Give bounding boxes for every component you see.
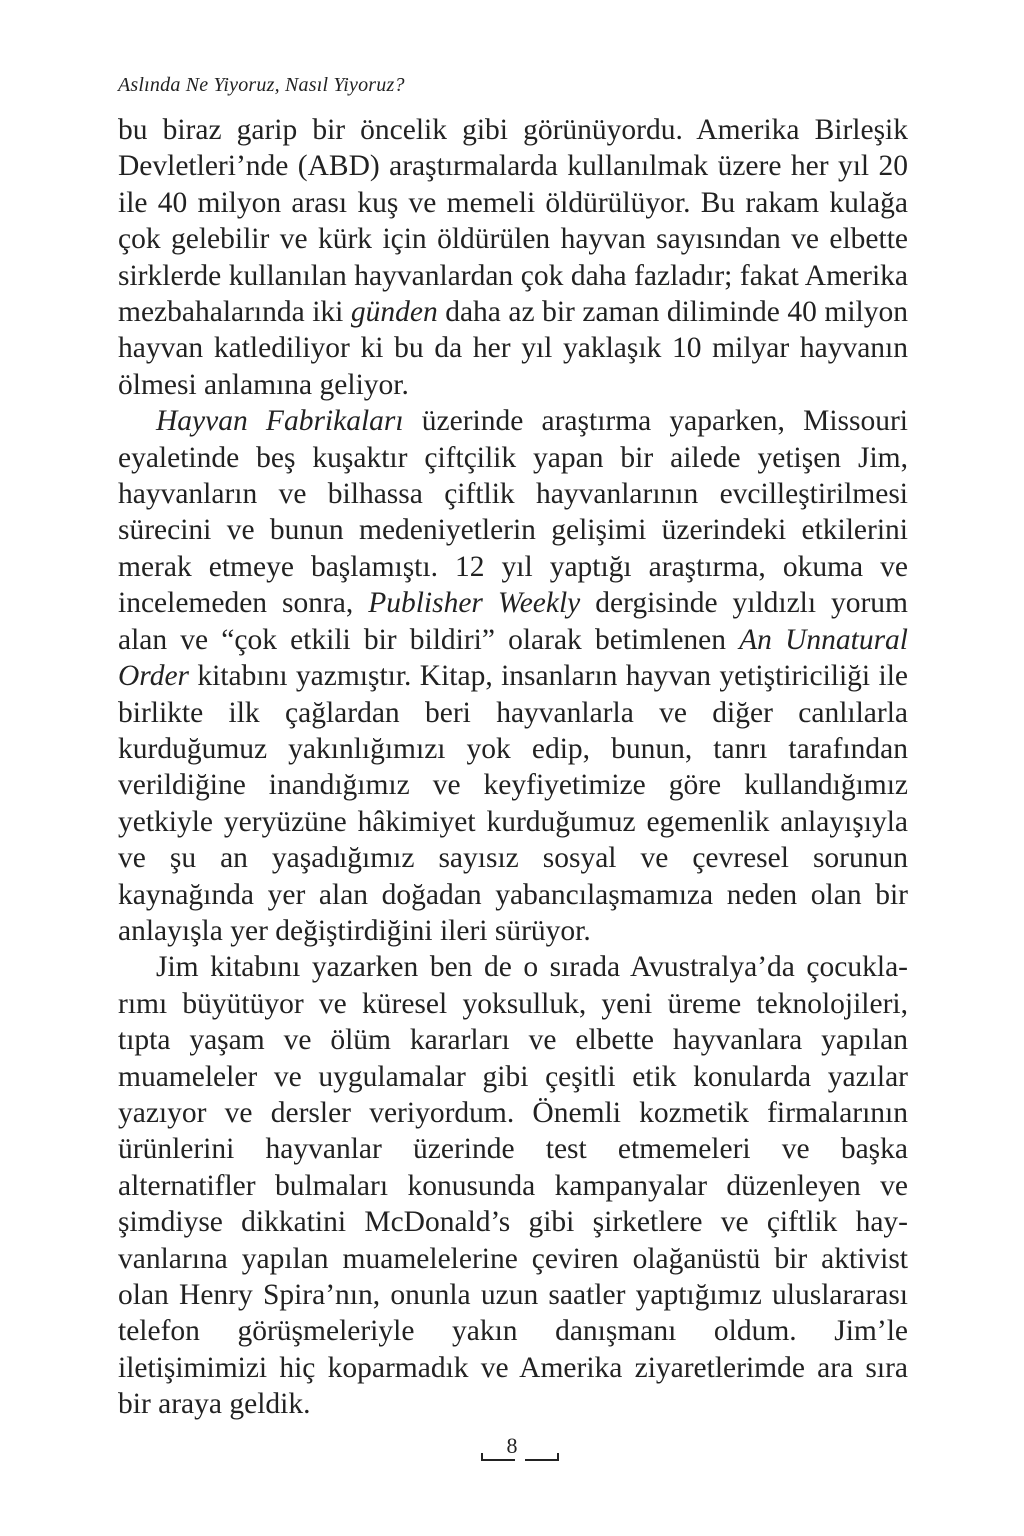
page-footer (0, 1434, 1024, 1464)
book-title-hayvan-fabrikalari: Hayvan Fabrikaları (156, 405, 404, 438)
folio-tick-right (557, 1453, 559, 1461)
paragraph-1-text-a: bu biraz garip bir öncelik gibi görünüyordu. Amerika Birleşik Devletleri’nde (ABD) araştırmalarda kullanılmak üzere her yıl 20 ile 40 milyon arası kuş ve memeli öldürülüyor. Bu rakam kulağa çok gelebilir ve kürk için öldürülen hayvan sayısından ve elbette sirklerde kullanılan hayvanlardan çok daha fazladır; fakat Amerika mezbahalarında iki (118, 114, 908, 329)
paragraph-2 (118, 403, 908, 949)
paragraph-3 (118, 949, 908, 1422)
running-title: Aslında Ne Yiyoruz, Nasıl Yiyoruz? (118, 74, 405, 96)
paragraph-1 (118, 112, 908, 403)
folio-rule-left (481, 1459, 515, 1461)
book-title-an-unnatural-order: An Unnatural Order (118, 623, 908, 693)
paragraph-2-text-c: kitabını yazmıştır. Kitap, insanların hayvan yetiştiriciliği ile birlikte ilk çağlardan beri hayvanlarla ve diğer canlılarla kurduğumuz yakınlığımızı yok edip, bunun, tanrı tarafından verildiğine inandığımız ve keyfiyetimize göre kullandığımız yetkiyle yeryüzüne hâkimiyet kurduğumuz egemenlik anlayışıyla ve şu an yaşadığımız sayısız sosyal ve çevresel sorunun kaynağında yer alan doğadan yabancılaşmamıza neden olan bir anlayışla yer değiştirdiğini ileri sürüyor. (118, 660, 908, 947)
paragraph-1-emphasis: günden (350, 296, 438, 329)
paragraph-2-text-b: dergisinde yıldızlı yorum alan ve “çok etkili bir bildiri” olarak betimlenen (118, 587, 909, 656)
paragraph-2-text-a: üzerinde araştırma yaparken, Missouri eyaletinde beş kuşaktır çiftçilik yapan bir ailede yetişen Jim, hayvanların ve bilhassa çiftlik hayvanlarının evcilleştirilmesi sürecini ve bunun medeniyetlerin gelişimi üzerindeki etkilerini merak etmeye başlamıştı. 12 yıl yaptığı araştırma, okuma ve incelemeden sonra, (118, 405, 909, 620)
paragraph-3-text: Jim kitabını yazarken ben de o sırada Avustralya’da çocuklarımı büyütüyor ve küresel yoksulluk, yeni üreme teknolojileri, tıpta yaşam ve ölüm kararları ve elbette hayvanlara yapılan muameleler ve uygulamalar gibi çeşitli etik konularda yazılar yazıyor ve dersler veriyordum. Önemli kozmetik firmalarının ürünlerini hayvanlar üzerinde test etmemeleri ve başka alternatifler bulmaları konusunda kampanyalar düzenleyen ve şimdiyse dikkatini McDonald’s gibi şirketlere ve çiftlik hayvanlarına yapılan muamelelerine çeviren olağanüstü bir aktivist olan Henry Spira’nın, onunla uzun saatler yaptığımız uluslararası telefon görüşmeleriyle yakın danışmanı oldum. Jim’le iletişimimizi hiç koparmadık ve Amerika ziyaretlerimde ara sıra bir araya geldik. (118, 951, 908, 1421)
page-number: 8 (506, 1433, 518, 1458)
paragraph-1-text-b: daha az bir zaman diliminde 40 milyon hayvan katlediliyor ki bu da her yıl yaklaşık 10 milyar hayvanın ölmesi anlamına geliyor. (118, 296, 908, 401)
body-text (118, 112, 908, 1423)
magazine-title-publisher-weekly: Publisher Weekly (368, 587, 581, 620)
running-header (118, 74, 405, 97)
folio-rule-right (525, 1459, 559, 1461)
